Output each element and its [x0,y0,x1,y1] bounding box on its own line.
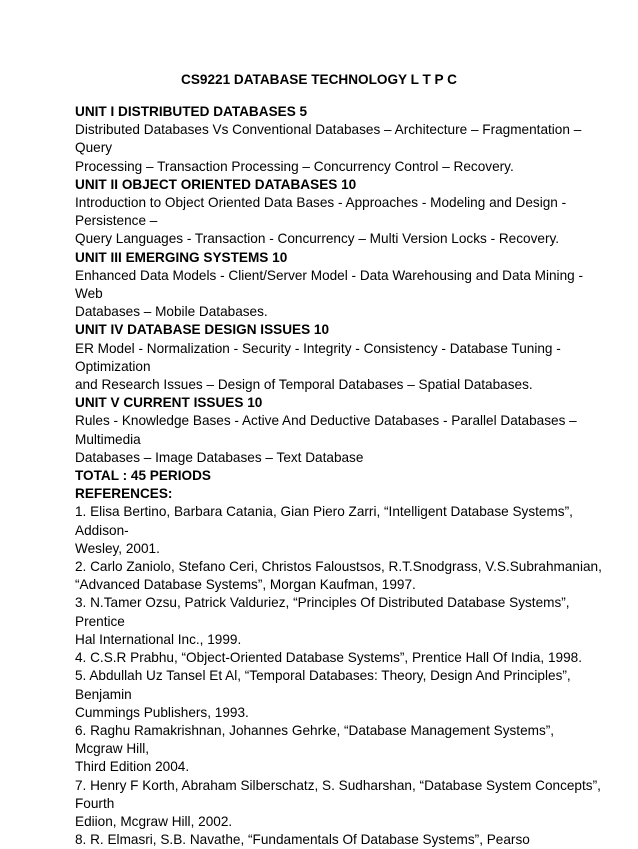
section-heading: UNIT V CURRENT ISSUES 10 [75,395,263,411]
text-line: Databases – Image Databases – Text Database [75,449,364,465]
text-line: “Advanced Database Systems”, Morgan Kaufman, 1997. [75,577,416,593]
course-title: CS9221 DATABASE TECHNOLOGY L T P C [181,72,457,87]
section-heading: UNIT III EMERGING SYSTEMS 10 [75,249,288,265]
text-line: Optimization [75,358,151,374]
text-line: and Research Issues – Design of Temporal Databases – Spatial Databases. [75,377,533,393]
text-line: Processing – Transaction Processing – Concurrency Control – Recovery. [75,158,514,174]
text-line: Hal International Inc., 1999. [75,631,242,647]
text-line: Persistence – [75,213,158,229]
text-line: Web [75,286,103,302]
text-line: Mcgraw Hill, [75,741,150,757]
text-line: Wesley, 2001. [75,540,160,556]
text-line: ER Model - Normalization - Security - Integrity - Consistency - Database Tuning - [75,340,561,356]
text-line: Third Edition 2004. [75,759,190,775]
text-line: 7. Henry F Korth, Abraham Silberschatz, S. Sudharshan, “Database System Concepts”, [75,777,601,793]
text-line: Query [75,140,113,156]
text-line: Ediion, Mcgraw Hill, 2002. [75,813,233,829]
text-line: Addison- [75,522,129,538]
text-line: Distributed Databases Vs Conventional Databases – Architecture – Fragmentation – [75,122,582,138]
text-line: 5. Abdullah Uz Tansel Et Al, “Temporal Databases: Theory, Design And Principles”, [75,668,571,684]
text-line: Fourth [75,795,115,811]
text-line: 2. Carlo Zaniolo, Stefano Ceri, Christos Faloustsos, R.T.Snodgrass, V.S.Subrahmanian, [75,559,602,575]
text-line: Databases – Mobile Databases. [75,304,268,320]
section-heading: UNIT II OBJECT ORIENTED DATABASES 10 [75,176,357,192]
text-line: 1. Elisa Bertino, Barbara Catania, Gian Piero Zarri, “Intelligent Database Systems”, [75,504,573,520]
text-line: Cummings Publishers, 1993. [75,704,249,720]
text-line: 8. R. Elmasri, S.B. Navathe, “Fundamentals Of Database Systems”, Pearso [75,832,530,848]
syllabus-body [75,103,602,849]
text-line: 3. N.Tamer Ozsu, Patrick Valduriez, “Principles Of Distributed Database Systems”, [75,595,570,611]
section-heading: UNIT IV DATABASE DESIGN ISSUES 10 [75,322,330,338]
text-line: Rules - Knowledge Bases - Active And Deductive Databases - Parallel Databases – [75,413,577,429]
text-line: Introduction to Object Oriented Data Bases - Approaches - Modeling and Design - [75,195,567,211]
text-line: Prentice [75,613,125,629]
text-line: 4. C.S.R Prabhu, “Object-Oriented Database Systems”, Prentice Hall Of India, 1998. [75,650,582,666]
text-line: Multimedia [75,431,141,447]
text-line: Query Languages - Transaction - Concurrency – Multi Version Locks - Recovery. [75,231,560,247]
section-heading: TOTAL : 45 PERIODS [75,468,211,484]
text-line: Benjamin [75,686,132,702]
text-line: 6. Raghu Ramakrishnan, Johannes Gehrke, “Database Management Systems”, [75,722,555,738]
text-line: Enhanced Data Models - Client/Server Model - Data Warehousing and Data Mining - [75,267,583,283]
section-heading: REFERENCES: [75,486,173,502]
section-heading: UNIT I DISTRIBUTED DATABASES 5 [75,104,308,119]
